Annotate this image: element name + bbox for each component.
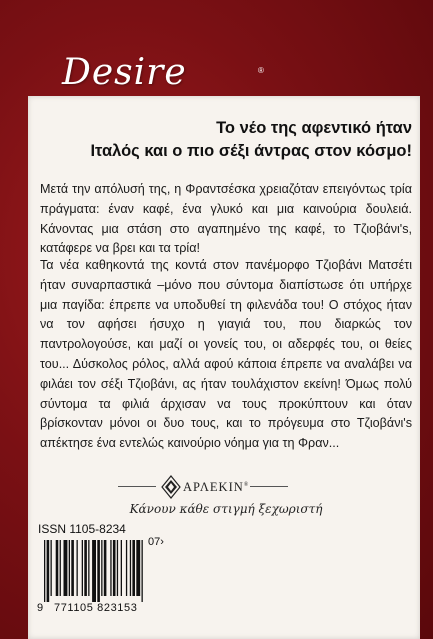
headline-line-1: Το νέο της αφεντικό ήταν [216, 119, 412, 137]
brand-reg-mark: ® [258, 66, 264, 75]
publisher-name [183, 480, 249, 495]
barcode-bar [136, 540, 140, 596]
barcode-bar [110, 540, 111, 596]
barcode-bar [69, 540, 70, 596]
barcode-bar [130, 540, 131, 596]
barcode-bar [60, 540, 61, 596]
barcode-bar [88, 540, 89, 596]
divider-left [118, 486, 156, 487]
brand-logo: Desire [62, 52, 187, 93]
barcode-bar [126, 540, 127, 596]
barcode-bar [56, 540, 59, 596]
divider-right [250, 486, 288, 487]
headline [40, 117, 412, 163]
barcode-bar [117, 540, 118, 596]
barcode-bar [113, 540, 116, 596]
barcode-bar [47, 540, 50, 602]
headline-line-2: Ιταλός και ο πιο σέξι άντρας στον κόσμο! [90, 142, 412, 160]
barcode-digits: 771105 823153 [54, 602, 138, 614]
barcode-bar [82, 540, 83, 596]
barcode-addon-digits: 07 [148, 536, 161, 548]
barcode-lead-digit: 9 [37, 602, 44, 614]
barcode-bar [92, 540, 96, 602]
publisher-name-text: ΑΡΛΕΚΙΝ [183, 480, 244, 494]
publisher-reg-mark: ® [243, 481, 250, 488]
barcode-bar [71, 540, 74, 596]
barcode-bar [51, 540, 52, 596]
barcode-bar [121, 540, 122, 596]
publisher-tagline: Κάνουν κάθε στιγμή ξεχωριστή [129, 502, 323, 516]
barcode-bar [44, 540, 45, 602]
barcode-bar [104, 540, 107, 596]
barcode-bar [84, 540, 87, 596]
barcode-bar [142, 540, 143, 602]
barcode-bar [64, 540, 68, 596]
barcode-bar [97, 540, 100, 602]
barcode-bar [101, 540, 102, 596]
issn-text: ISSN 1105-8234 [38, 522, 126, 536]
blurb-paragraph-2: Τα νέα καθηκοντά της κοντά στον πανέμορφο Τζιοβάνι Ματσέτι ήταν συναρπαστικά –μόνο που σύντομα διαπίστωσε ότι υπήρχε μια παγίδα: έπρεπε να υποδυθεί τη φιλενάδα του! Ο στόχος ήταν να τον αφήσει ήσυχο η γιαγιά του, που διαρκώς τον παντρολογούσε, και μαζί οι γονείς του, οι αδερφές του, οι θείες του... Δύσκολος ρόλος, αλλά αφού κάποια έπρεπε να αναλάβει να φιλάει τον σέξι Τζιοβάνι, ας ήταν τουλάχιστον εκείνη! Όμως πολύ σύντομα τα φιλιά άρχισαν να τους προκύπτουν και όταν βρίσκονταν μόνοι οι δυο τους, και το πρόγευμα στο Τζιοβάνι's απέκτησε ένα εντελώς καινούριο νόημα για τη Φραν... [40, 258, 412, 451]
barcode-addon [148, 536, 164, 548]
barcode-addon-chevron-icon: › [160, 536, 164, 548]
barcode-bar [132, 540, 135, 596]
barcode-bar [77, 540, 78, 596]
blurb-paragraph-1: Μετά την απόλυσή της, η Φραντσέσκα χρειαζόταν επειγόντως τρία πράγματα: έναν καφέ, ένα γλυκό και μια καινούρια δουλειά. Κάνοντας μια στάση στο αγαπημένο της καφέ, το Τζιοβάνι's, κατάφερε να βρει και τα τρία! [40, 182, 412, 256]
